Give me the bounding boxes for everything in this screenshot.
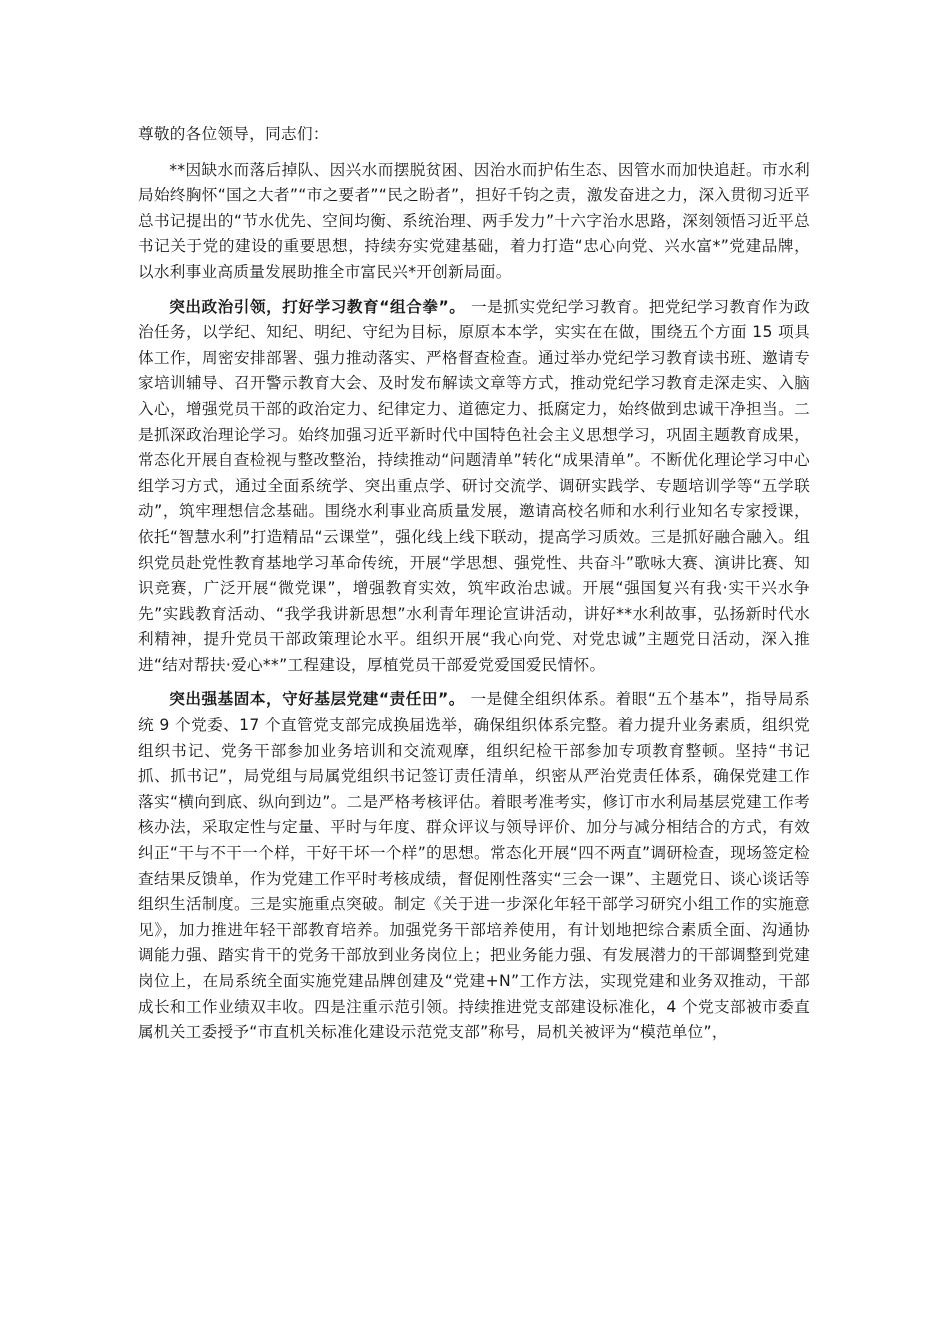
section-1-paragraph (138, 295, 810, 679)
section-2-body: 一是健全组织体系。着眼“五个基本”，指导局系统 9 个党委、17 个直管党支部完成换届选举，确保组织体系完整。着力提升业务素质，组织党组织书记、党务干部参加业务培训和交流观摩，组织纪检干部参加专项教育整顿。坚持“书记抓、抓书记”，局党组与局属党组织书记签订责任清单，织密从严治党责任体系，确保党建工作落实“横向到底、纵向到边”。二是严格考核评估。着眼考准考实，修订市水利局基层党建工作考核办法，采取定性与定量、平时与年度、群众评议与领导评价、加分与减分相结合的方式，有效纠正“干与不干一个样，干好干坏一个样”的思想。常态化开展“四不两直”调研检查，现场签定检查结果反馈单，作为党建工作平时考核成绩，督促刚性落实“三会一课”、主题党日、谈心谈话等组织生活制度。三是实施重点突破。制定《关于进一步深化年轻干部学习研究小组工作的实施意见》，加力推进年轻干部教育培养。加强党务干部培养使用，有计划地把综合素质全面、沟通协调能力强、踏实肯干的党务干部放到业务岗位上；把业务能力强、有发展潜力的干部调整到党建岗位上，在局系统全面实施党建品牌创建及“党建+N”工作方法，实现党建和业务双推动，干部成长和工作业绩双丰收。四是注重示范引领。持续推进党支部建设标准化，4 个党支部被市委直属机关工委授予“市直机关标准化建设示范党支部”称号，局机关被评为“模范单位”， (138, 690, 810, 1042)
section-1-heading: 突出政治引领，打好学习教育“组合拳”。 (169, 297, 466, 316)
section-2-heading: 突出强基固本，守好基层党建“责任田”。 (169, 690, 465, 709)
salutation: 尊敬的各位领导，同志们： (138, 125, 329, 143)
section-2-paragraph (138, 687, 810, 1045)
section-1-body: 一是抓实党纪学习教育。把党纪学习教育作为政治任务，以学纪、知纪、明纪、守纪为目标，原原本本学，实实在在做，围绕五个方面 15 项具体工作，周密安排部署、强力推动落实、严格督查检查。通过举办党纪学习教育读书班、邀请专家培训辅导、召开警示教育大会、及时发布解读文章等方式，推动党纪学习教育走深走实、入脑入心，增强党员干部的政治定力、纪律定力、道德定力、抵腐定力，始终做到忠诚干净担当。二是抓深政治理论学习。始终加强习近平新时代中国特色社会主义思想学习，巩固主题教育成果，常态化开展自查检视与整改整治，持续推动“问题清单”转化“成果清单”。不断优化理论学习中心组学习方式，通过全面系统学、突出重点学、研讨交流学、调研实践学、专题培训学等“五学联动”，筑牢理想信念基础。围绕水利事业高质量发展，邀请高校名师和水利行业知名专家授课，依托“智慧水利”打造精品“云课堂”，强化线上线下联动，提高学习质效。三是抓好融合融入。组织党员赴党性教育基地学习革命传统，开展“学思想、强党性、共奋斗”歌咏大赛、演讲比赛、知识竞赛，广泛开展“微党课”，增强教育实效，筑牢政治忠诚。开展“强国复兴有我·实干兴水争先”实践教育活动、“我学我讲新思想”水利青年理论宣讲活动，讲好**水利故事，弘扬新时代水利精神，提升党员干部政策理论水平。组织开展“我心向党、对党忠诚”主题党日活动，深入推进“结对帮扶·爱心**”工程建设，厚植党员干部爱党爱国爱民情怀。 (138, 297, 810, 674)
intro-paragraph: **因缺水而落后掉队、因兴水而摆脱贫困、因治水而护佑生态、因管水而加快追赶。市水利局始终胸怀“国之大者”“市之要者”“民之盼者”，担好千钧之责，激发奋进之力，深入贯彻习近平总书记提出的“节水优先、空间均衡、系统治理、两手发力”十六字治水思路，深刻领悟习近平总书记关于党的建设的重要思想，持续夯实党建基础，着力打造“忠心向党、兴水富*”党建品牌，以水利事业高质量发展助推全市富民兴*开创新局面。 (138, 160, 810, 281)
document-body (138, 122, 810, 1055)
